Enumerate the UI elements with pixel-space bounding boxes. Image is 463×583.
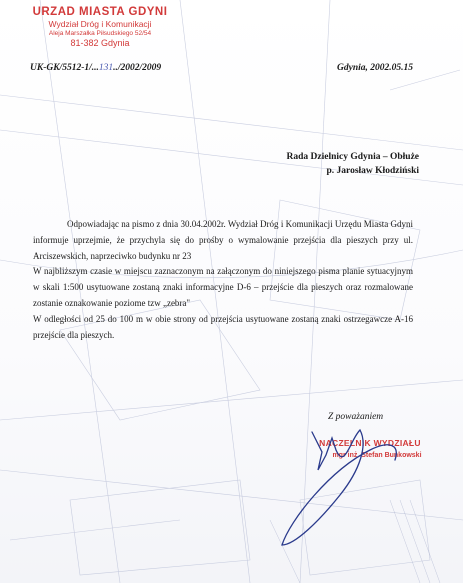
reference-handwritten-number: 131 bbox=[98, 63, 114, 73]
stamp-street: Aleja Marszałka Piłsudskiego 52/54 bbox=[48, 30, 152, 37]
stamp-department: Wydział Dróg i Komunikacji bbox=[48, 19, 152, 29]
letter-body bbox=[33, 217, 413, 343]
stamp-office-name: URZAD MIASTA GDYNI bbox=[32, 6, 168, 18]
office-header-stamp bbox=[30, 6, 170, 49]
body-paragraph-1: Odpowiadając na pismo z dnia 30.04.2002r. Wydział Dróg i Komunikacji Urzędu Miasta Gdyni informuje uprzejmie, że przychyla się do prośby o wymalowanie przejścia dla pieszych przy ul. Arciszewskich, naprzeciwko budynku nr 23 bbox=[33, 219, 413, 261]
recipient-block bbox=[287, 150, 419, 178]
reference-prefix: UK-GK/5512-1/... bbox=[30, 63, 99, 73]
signature-stamp-title: NACZELNIK WYDZIAŁU bbox=[319, 438, 421, 448]
recipient-organization: Rada Dzielnicy Gdynia – Obłuże bbox=[286, 152, 419, 162]
closing-regards: Z poważaniem bbox=[328, 412, 384, 422]
body-paragraph-2: W najbliższym czasie w miejscu zaznaczonym na załączonym do niniejszego pisma planie sytuacyjnym w skali 1:500 usytuowane zostaną znaki informacyjne D-6 – przejście dla pieszych oraz rozmalowane zostanie oznakowanie poziome tzw „zebra" bbox=[33, 266, 413, 308]
stamp-city: 81-382 Gdynia bbox=[70, 38, 130, 48]
reference-number bbox=[30, 63, 161, 73]
recipient-person: p. Jarosław Kłodziński bbox=[326, 166, 419, 176]
letter-date: Gdynia, 2002.05.15 bbox=[337, 63, 413, 73]
signature-stamp-name: mgr inż. Stefan Bunkowski bbox=[332, 452, 422, 459]
reference-suffix: ../2002/2009 bbox=[113, 63, 162, 73]
signature-stamp bbox=[300, 438, 440, 463]
body-paragraph-3: W odległości od 25 do 100 m w obie strony od przejścia usytuowane zostaną znaki ostrzegawcze A-16 przejście dla pieszych. bbox=[33, 313, 413, 340]
